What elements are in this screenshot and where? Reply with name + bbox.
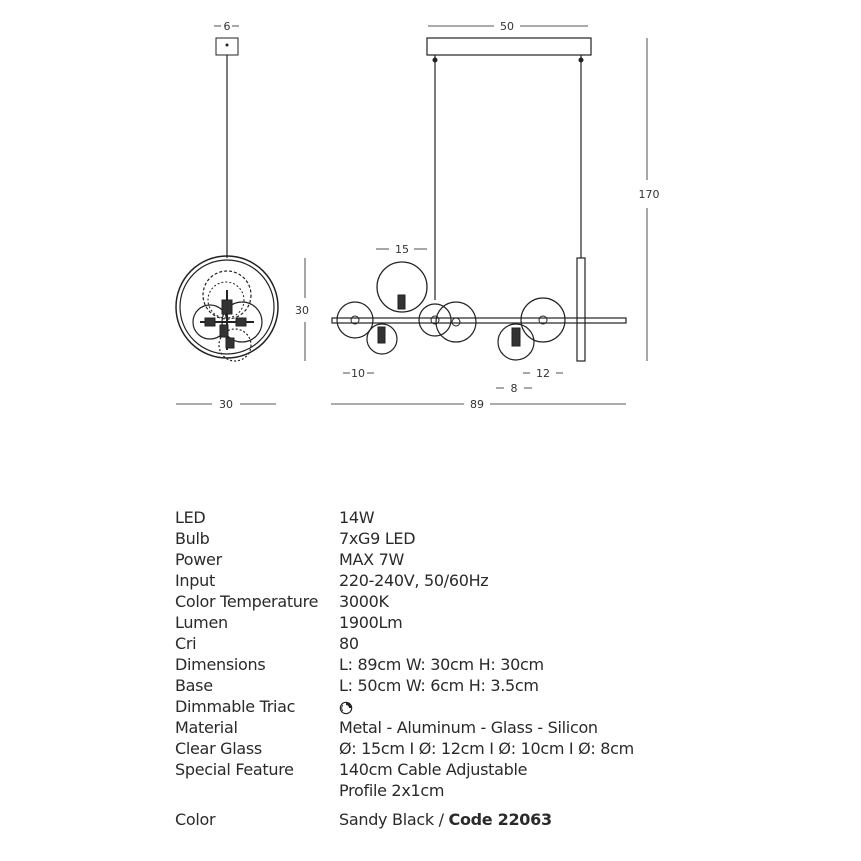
spec-value: 7xG9 LED <box>339 529 416 548</box>
front-profile-horizontal <box>332 318 626 323</box>
spec-label <box>175 780 339 801</box>
spec-value: 3000K <box>339 592 389 611</box>
spec-row-bulb <box>175 528 735 549</box>
side-view <box>176 26 278 404</box>
spec-row-clear-glass <box>175 738 735 759</box>
dim-total-height: 170 <box>638 188 660 201</box>
spec-label: Special Feature <box>175 760 294 779</box>
spec-value: 1900Lm <box>339 613 403 632</box>
color-separator: / <box>438 810 444 829</box>
spec-label: Dimensions <box>175 655 266 674</box>
spec-row-lumen <box>175 612 735 633</box>
spec-label: Bulb <box>175 529 210 548</box>
spec-value <box>339 696 735 717</box>
spec-row-material <box>175 717 735 738</box>
spec-row-base <box>175 675 735 696</box>
spec-value: 220-240V, 50/60Hz <box>339 571 489 590</box>
spec-row-power <box>175 549 735 570</box>
dim-globe-12: 12 <box>536 367 550 380</box>
spec-value: L: 50cm W: 6cm H: 3.5cm <box>339 676 539 695</box>
spec-label: LED <box>175 508 206 527</box>
spec-row-input <box>175 570 735 591</box>
spec-value: L: 89cm W: 30cm H: 30cm <box>339 655 544 674</box>
spec-row-led <box>175 507 735 528</box>
spec-value: 140cm Cable Adjustable <box>339 760 528 779</box>
spec-value: MAX 7W <box>339 550 404 569</box>
dim-base-width: 6 <box>223 20 231 33</box>
spec-row-dimensions <box>175 654 735 675</box>
spec-row-color-temperature <box>175 591 735 612</box>
spec-table <box>175 507 735 830</box>
spec-value: 80 <box>339 634 359 653</box>
spec-label: Base <box>175 676 213 695</box>
spec-label: Input <box>175 571 215 590</box>
front-profile-vertical <box>577 258 585 361</box>
spec-label: Dimmable Triac <box>175 697 296 716</box>
spec-row-special-feature <box>175 759 735 780</box>
dim-globe-10: 10 <box>351 367 365 380</box>
spec-label: Color Temperature <box>175 592 319 611</box>
dim-globe-8: 8 <box>510 382 518 395</box>
spec-row-dimmable <box>175 696 735 717</box>
spec-label: Lumen <box>175 613 228 632</box>
spec-label: Power <box>175 550 222 569</box>
spec-value: 14W <box>339 508 375 527</box>
spec-row-cri <box>175 633 735 654</box>
spec-label: Cri <box>175 634 197 653</box>
dim-side-width: 30 <box>219 398 233 411</box>
spec-value: Profile 2x1cm <box>339 781 445 800</box>
color-value <box>339 809 735 830</box>
dimmable-icon <box>339 701 353 715</box>
dim-base-length: 50 <box>500 20 514 33</box>
spec-label: Clear Glass <box>175 739 262 758</box>
dim-globe-15: 15 <box>395 243 409 256</box>
product-code: Code 22063 <box>448 810 552 829</box>
color-name: Sandy Black <box>339 810 434 829</box>
spec-label: Material <box>175 718 238 737</box>
spec-row-color <box>175 809 735 830</box>
spec-row-profile <box>175 780 735 801</box>
dim-total-length: 89 <box>470 398 484 411</box>
front-view <box>305 26 647 404</box>
spec-value: Metal - Aluminum - Glass - Silicon <box>339 718 598 737</box>
front-canopy <box>427 38 591 55</box>
color-label: Color <box>175 810 216 829</box>
dim-side-height: 30 <box>295 304 309 317</box>
spec-value: Ø: 15cm I Ø: 12cm I Ø: 10cm I Ø: 8cm <box>339 739 634 758</box>
